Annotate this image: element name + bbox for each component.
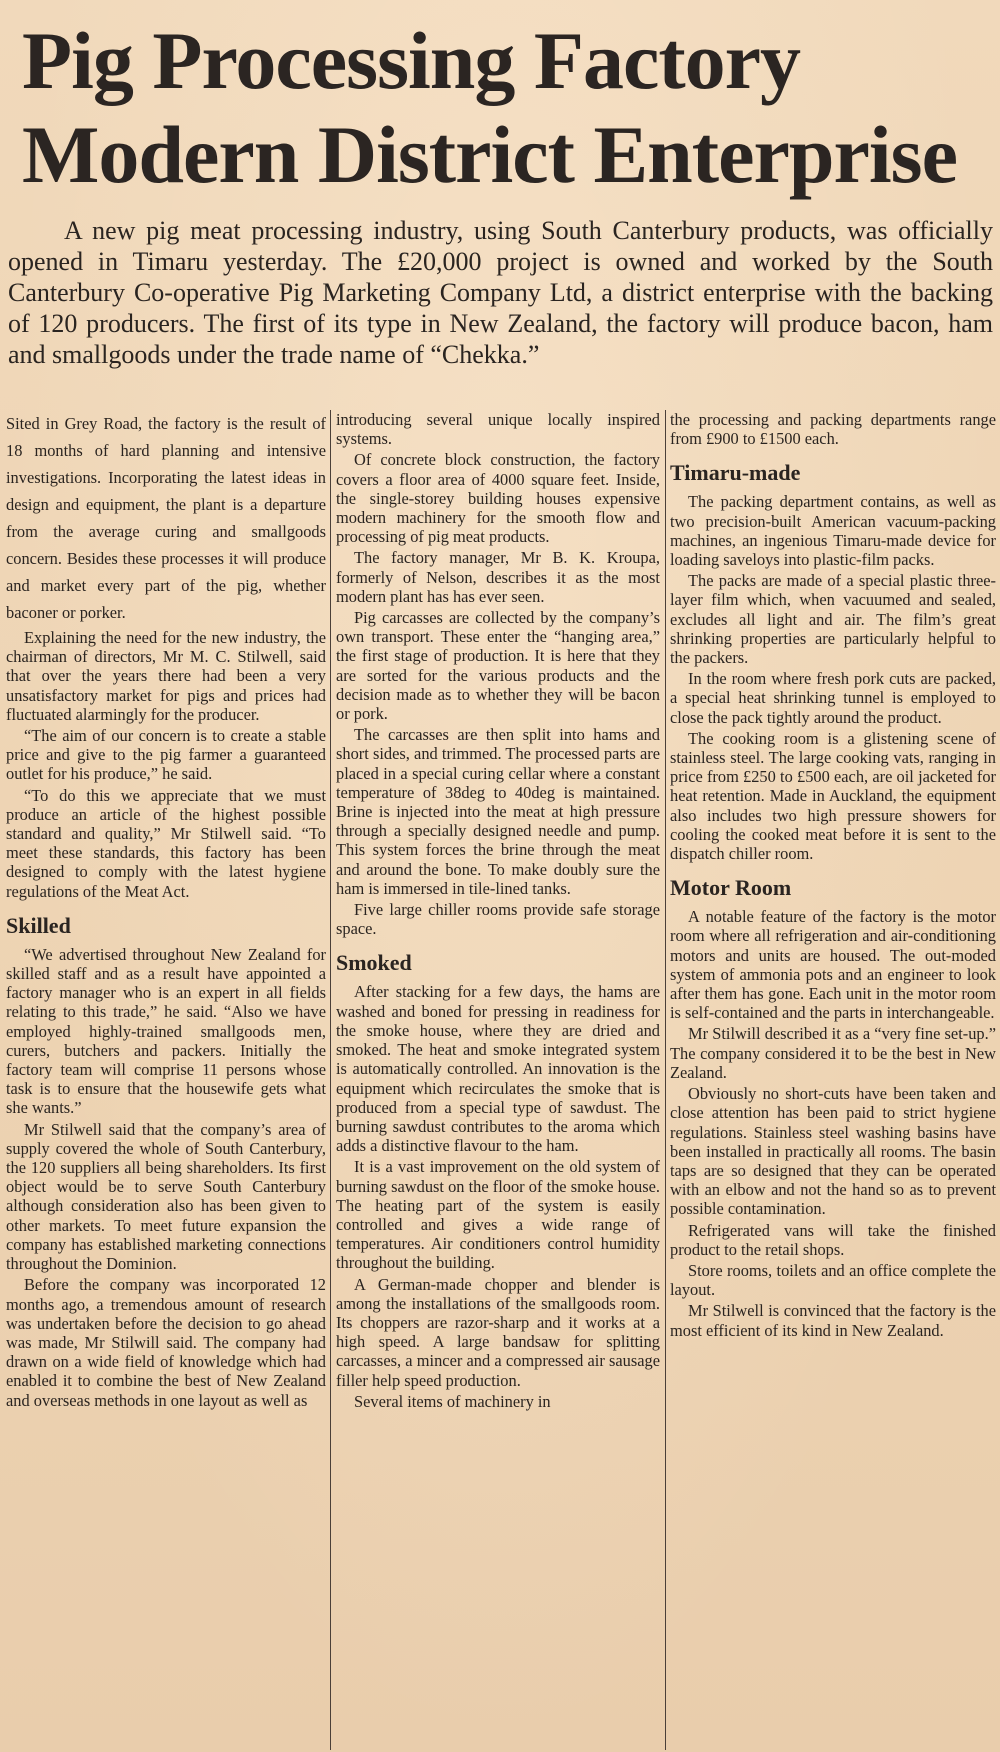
- col2-paragraph-6: Five large chiller rooms provide safe storage space.: [336, 900, 660, 939]
- col3-paragraph-8: Obviously no short-cuts have been taken and close attention has been paid to strict hygiene regulations. Stainless steel washing basins have been installed in practically all rooms. The basin taps are so designed that they can be operated with an elbow and not the hand so as to prevent possible contamination.: [670, 1084, 996, 1219]
- article-columns: [0, 410, 1000, 1750]
- headline: [22, 14, 987, 202]
- col3-paragraph-10: Store rooms, toilets and an office complete the layout.: [670, 1260, 996, 1300]
- col3-paragraph-11: Mr Stilwell is convinced that the factory is the most efficient of its kind in New Zealand.: [670, 1301, 996, 1340]
- col2-paragraph-9: A German-made chopper and blender is among the installations of the smallgoods room. Its choppers are razor-sharp and it works at a high speed. A large bandsaw for splitting carcasses, a mincer and a compressed air sausage filler help speed production.: [336, 1274, 660, 1390]
- col2-paragraph-8: It is a vast improvement on the old system of burning sawdust on the floor of the smoke house. The heating part of the system is easily controlled and gives a wide range of temperatures. Air conditioners control humidity throughout the building.: [336, 1157, 660, 1273]
- column-2: [336, 410, 660, 1750]
- col3-paragraph-3: The packs are made of a special plastic three-layer film which, when vacuumed and sealed, excludes all light and air. The film’s great shrinking properties are particularly helpful to the packers.: [670, 571, 996, 668]
- col2-paragraph-1: introducing several unique locally inspired systems.: [336, 410, 660, 449]
- col1-paragraph-6: Mr Stilwell said that the company’s area of supply covered the whole of South Canterbury, the 120 suppliers all being shareholders. Its first object would be to serve South Canterbury although consideration also has been given to other markets. To meet future expansion the company has established marketing connections throughout the Dominion.: [6, 1119, 326, 1274]
- col3-paragraph-5: The cooking room is a glistening scene of stainless steel. The large cooking vats, ranging in price from £250 to £500 each, are oil jacketed for heat retention. Made in Auckland, the equipment also includes two high pressure showers for cooling the cooked meat before it is sent to the dispatch chiller room.: [670, 728, 996, 864]
- col3-paragraph-9: Refrigerated vans will take the finished product to the retail shops.: [670, 1220, 996, 1259]
- col1-paragraph-3: “The aim of our concern is to create a stable price and give to the pig farmer a guaranteed outlet for his produce,” he said.: [6, 726, 326, 784]
- col2-paragraph-10: Several items of machinery in: [354, 1391, 551, 1411]
- col1-paragraph-2: Explaining the need for the new industry, the chairman of directors, Mr M. C. Stilwell, said that over the years there had been a very unsatisfactory market for pigs and prices had fluctuated alarmingly for the producer.: [6, 628, 326, 724]
- col1-paragraph-4: “To do this we appreciate that we must produce an article of the highest possible standard and quality,” Mr Stilwell said. “To meet these standards, this factory has been designed to comply with the latest hygiene regulations of the Meat Act.: [6, 785, 326, 901]
- col1-paragraph-7: Before the company was incorporated 12 months ago, a tremendous amount of research was undertaken before the decision to go ahead was made, Mr Stilwill said. The company had drawn on a wide field of knowledge which had enabled it to combine the best of New Zealand and overseas methods in one layout as well as: [6, 1275, 326, 1410]
- column-3: [670, 410, 996, 1750]
- col2-paragraph-4: Pig carcasses are collected by the company’s own transport. These enter the “hanging area,” the first stage of production. It is here that they are sorted for the various products and the decision made as to whether they will be bacon or pork.: [336, 608, 660, 724]
- col2-paragraph-5: The carcasses are then split into hams and short sides, and trimmed. The processed parts are placed in a special curing cellar where a constant temperature of 38deg to 40deg is maintained. Brine is injected into the meat at high pressure through a specially designed needle and pump. This system forces the brine through the meat and around the bone. To make doubly sure the ham is immersed in tile-lined tanks.: [336, 725, 660, 898]
- col2-paragraph-7: After stacking for a few days, the hams are washed and boned for pressing in readiness for the smoke house, where they are dried and smoked. The heat and smoke integrated system is automatically controlled. An innovation is the equipment which recirculates the smoke that is produced from a special type of sawdust. The burning sawdust contributes to the aroma which adds a distinctive flavour to the ham.: [336, 982, 660, 1156]
- subhead-skilled: Skilled: [6, 912, 71, 938]
- headline-line-2: Modern District Enterprise: [22, 109, 957, 200]
- col3-paragraph-4: In the room where fresh pork cuts are packed, a special heat shrinking tunnel is employed to close the pack tightly around the product.: [670, 669, 996, 727]
- headline-line-1: Pig Processing Factory: [22, 15, 801, 106]
- subhead-motor-room: Motor Room: [670, 875, 792, 901]
- intro-paragraph: A new pig meat processing industry, using South Canterbury products, was officially opened in Timaru yesterday. The £20,000 project is owned and worked by the South Canterbury Co-operative Pig Marketing Company Ltd, a district enterprise with the backing of 120 producers. The first of its type in New Zealand, the factory will produce bacon, ham and smallgoods under the trade name of “Chekka.”: [8, 216, 993, 369]
- col1-paragraph-1: Sited in Grey Road, the factory is the result of 18 months of hard planning and intensive investigations. Incorporating the latest ideas in design and equipment, the plant is a departure from the average curing and smallgoods concern. Besides these processes it will produce and market every part of the pig, whether baconer or porker.: [6, 414, 326, 622]
- col3-paragraph-2: The packing department contains, as well as two precision-built American vacuum-packing machines, an ingenious Timaru-made device for loading saveloys into plastic-film packs.: [670, 492, 996, 570]
- column-1: [6, 410, 326, 1750]
- col2-paragraph-3: The factory manager, Mr B. K. Kroupa, formerly of Nelson, describes it as the most modern plant has has ever seen.: [336, 548, 660, 606]
- col3-paragraph-6: A notable feature of the factory is the motor room where all refrigeration and air-conditioning motors and units are housed. The out-moded system of ammonia pots and an engineer to look after them has gone. Each unit in the motor room is self-contained and the parts in interchangeable.: [670, 907, 996, 1023]
- col1-paragraph-5: “We advertised throughout New Zealand for skilled staff and as a result have appointed a factory manager who is an expert in all fields relating to this trade,” he said. “Also we have employed highly-trained smallgoods men, curers, butchers and packers. Initially the factory team will comprise 11 persons whose task is to ensure that the housewife gets what she wants.”: [6, 944, 326, 1118]
- col3-paragraph-1: the processing and packing departments range from £900 to £1500 each.: [670, 410, 996, 449]
- col3-paragraph-7: Mr Stilwill described it as a “very fine set-up.” The company considered it to be the best in New Zealand.: [670, 1024, 996, 1082]
- subhead-timaru-made: Timaru-made: [670, 460, 801, 486]
- col2-paragraph-2: Of concrete block construction, the factory covers a floor area of 4000 square feet. Inside, the single-storey building houses expensive modern machinery for the smooth flow and processing of pig meat products.: [336, 450, 660, 547]
- subhead-smoked: Smoked: [336, 950, 412, 976]
